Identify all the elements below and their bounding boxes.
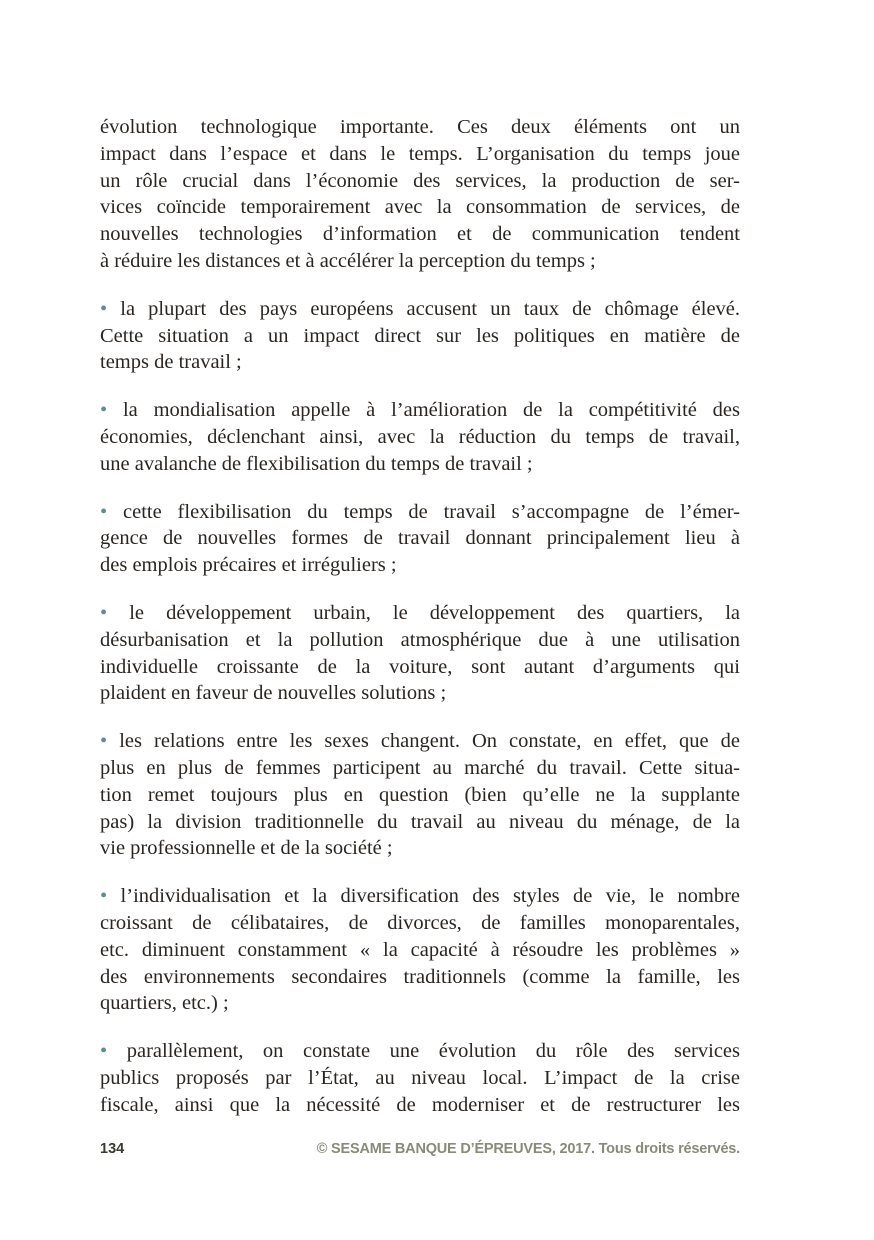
- bullet-icon: •: [100, 885, 108, 908]
- line-text: temps de travail ;: [100, 351, 242, 374]
- text-line: [100, 349, 740, 376]
- line-text: désurbanisation et la pollution atmosphérique due à une utilisation: [100, 628, 740, 651]
- text-line: [100, 627, 740, 654]
- bullet-icon: •: [100, 500, 108, 523]
- line-text: plus en plus de femmes participent au marché du travail. Cette situa-: [100, 756, 740, 779]
- line-text: la plupart des pays européens accusent un taux de chômage élevé.: [120, 297, 741, 320]
- line-text: l’individualisation et la diversification des styles de vie, le nombre: [120, 885, 740, 908]
- text-line: [100, 525, 740, 552]
- bullet-paragraph: [100, 600, 740, 707]
- body-text: [100, 114, 740, 1140]
- bullet-paragraph: [100, 1038, 740, 1118]
- line-text: des environnements secondaires traditionnels (comme la famille, les: [100, 965, 740, 988]
- text-line: [100, 552, 740, 579]
- text-line: [100, 424, 740, 451]
- text-line: [100, 451, 740, 478]
- text-line: [100, 296, 740, 323]
- text-line: [100, 755, 740, 782]
- line-text: une avalanche de flexibilisation du temps de travail ;: [100, 452, 533, 475]
- text-line: [100, 654, 740, 681]
- text-line: [100, 809, 740, 836]
- line-text: plaident en faveur de nouvelles solutions ;: [100, 682, 447, 705]
- line-text: cette flexibilisation du temps de travail s’accompagne de l’émer-: [123, 500, 740, 523]
- bullet-icon: •: [100, 730, 108, 753]
- bullet-paragraph: [100, 397, 740, 477]
- text-line: [100, 114, 740, 141]
- line-text: individuelle croissante de la voiture, sont autant d’arguments qui: [100, 655, 740, 678]
- text-line: [100, 248, 740, 275]
- line-text: publics proposés par l’État, au niveau local. L’impact de la crise: [100, 1066, 740, 1089]
- text-line: [100, 499, 740, 526]
- line-text: etc. diminuent constamment « la capacité à résoudre les problèmes »: [100, 938, 740, 961]
- line-text: Cette situation a un impact direct sur les politiques en matière de: [100, 324, 740, 347]
- text-line: [100, 964, 740, 991]
- line-text: parallèlement, on constate une évolution du rôle des services: [126, 1040, 740, 1063]
- text-line: [100, 782, 740, 809]
- text-line: [100, 194, 740, 221]
- bullet-paragraph: [100, 728, 740, 862]
- bullet-paragraph: [100, 296, 740, 376]
- text-line: [100, 910, 740, 937]
- text-line: [100, 141, 740, 168]
- bullet-paragraph: [100, 499, 740, 579]
- paragraph: [100, 114, 740, 275]
- text-line: [100, 680, 740, 707]
- line-text: un rôle crucial dans l’économie des services, la production de ser-: [100, 169, 740, 192]
- text-line: [100, 728, 740, 755]
- text-line: [100, 1038, 740, 1065]
- line-text: nouvelles technologies d’information et de communication tendent: [100, 223, 740, 246]
- line-text: les relations entre les sexes changent. On constate, en effet, que de: [119, 730, 741, 753]
- text-line: [100, 397, 740, 424]
- copyright-notice: © SESAME BANQUE D’ÉPREUVES, 2017. Tous droits réservés.: [316, 1141, 740, 1157]
- bullet-icon: •: [100, 399, 108, 422]
- line-text: fiscale, ainsi que la nécessité de moderniser et de restructurer les: [100, 1093, 740, 1116]
- line-text: gence de nouvelles formes de travail donnant principalement lieu à: [100, 527, 740, 550]
- line-text: la mondialisation appelle à l’amélioration de la compétitivité des: [122, 399, 740, 422]
- text-line: [100, 600, 740, 627]
- text-line: [100, 1092, 740, 1119]
- line-text: économies, déclenchant ainsi, avec la réduction du temps de travail,: [100, 425, 740, 448]
- line-text: croissant de célibataires, de divorces, de familles monoparentales,: [100, 911, 740, 934]
- text-line: [100, 323, 740, 350]
- bullet-icon: •: [100, 601, 108, 624]
- line-text: le développement urbain, le développement des quartiers, la: [129, 601, 741, 624]
- text-line: [100, 835, 740, 862]
- line-text: à réduire les distances et à accélérer la perception du temps ;: [100, 249, 596, 272]
- text-line: [100, 990, 740, 1017]
- text-line: [100, 1065, 740, 1092]
- line-text: quartiers, etc.) ;: [100, 992, 229, 1015]
- line-text: impact dans l’espace et dans le temps. L’organisation du temps joue: [100, 142, 740, 165]
- line-text: vie professionnelle et de la société ;: [100, 837, 393, 860]
- line-text: vices coïncide temporairement avec la consommation de services, de: [100, 196, 740, 219]
- line-text: des emplois précaires et irréguliers ;: [100, 554, 397, 577]
- text-line: [100, 883, 740, 910]
- line-text: pas) la division traditionnelle du travail au niveau du ménage, de la: [100, 810, 740, 833]
- bullet-paragraph: [100, 883, 740, 1017]
- text-line: [100, 168, 740, 195]
- text-line: [100, 937, 740, 964]
- page-number: 134: [100, 1141, 125, 1157]
- bullet-icon: •: [100, 1040, 108, 1063]
- bullet-icon: •: [100, 297, 108, 320]
- line-text: tion remet toujours plus en question (bien qu’elle ne la supplante: [100, 783, 740, 806]
- line-text: évolution technologique importante. Ces deux éléments ont un: [100, 116, 740, 138]
- text-line: [100, 221, 740, 248]
